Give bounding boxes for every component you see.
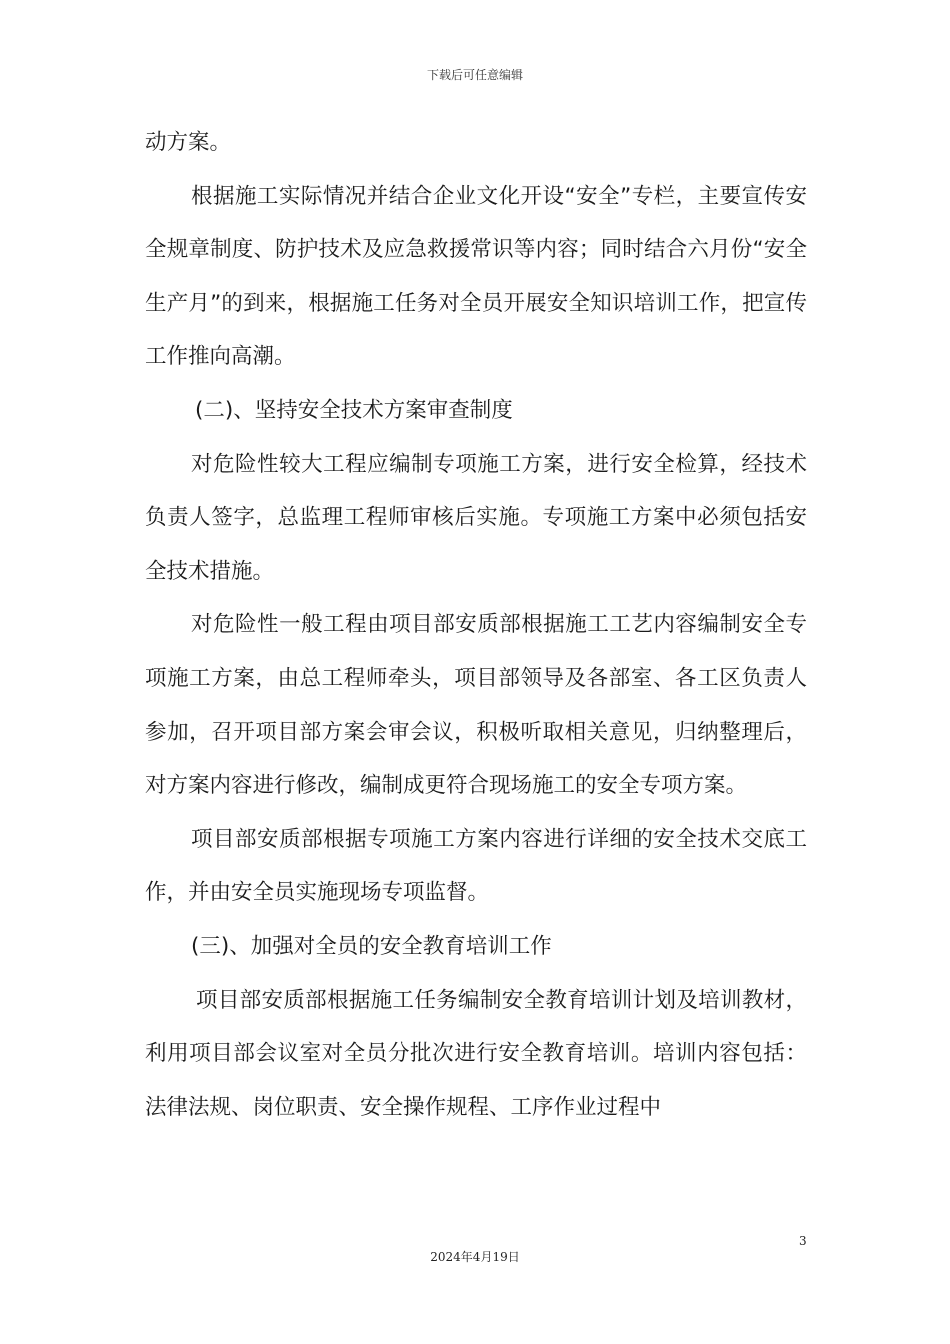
section-heading-2: (二)、坚持安全技术方案审查制度 — [195, 397, 513, 423]
paragraph-general-hazard: 对危险性一般工程由项目部安质部根据施工工艺内容编制安全专项施工方案，由总工程师牵头，项目部领导及各部室、各工区负责人参加，召开项目部方案会审会议，积极听取相关意见，归纳整理后，对方案内容进行修改，编制成更符合现场施工的安全专项方案。 — [145, 612, 807, 799]
paragraph-technical-disclosure: 项目部安质部根据专项施工方案内容进行详细的安全技术交底工作，并由安全员实施现场专项监督。 — [145, 826, 807, 906]
paragraph-major-hazard: 对危险性较大工程应编制专项施工方案，进行安全检算，经技术负责人签字，总监理工程师审核后实施。专项施工方案中必须包括安全技术措施。 — [145, 451, 807, 584]
page-number: 3 — [799, 1234, 807, 1248]
paragraph-continuation: 动方案。 — [145, 130, 232, 155]
page-header: 下载后可任意编辑 — [426, 68, 523, 82]
section-heading-3: (三)、加强对全员的安全教育培训工作 — [191, 933, 552, 959]
paragraph-safety-column: 根据施工实际情况并结合企业文化开设“安全”专栏，主要宣传安全规章制度、防护技术及应急救援常识等内容；同时结合六月份“安全生产月”的到来，根据施工任务对全员开展安全知识培训工作，把宣传工作推向高潮。 — [145, 183, 807, 370]
page-footer-date: 2024年4月19日 — [430, 1250, 520, 1264]
document-body — [145, 116, 807, 1134]
paragraph-training: 项目部安质部根据施工任务编制安全教育培训计划及培训教材，利用项目部会议室对全员分批次进行安全教育培训。培训内容包括：法律法规、岗位职责、安全操作规程、工序作业过程中 — [145, 987, 807, 1120]
